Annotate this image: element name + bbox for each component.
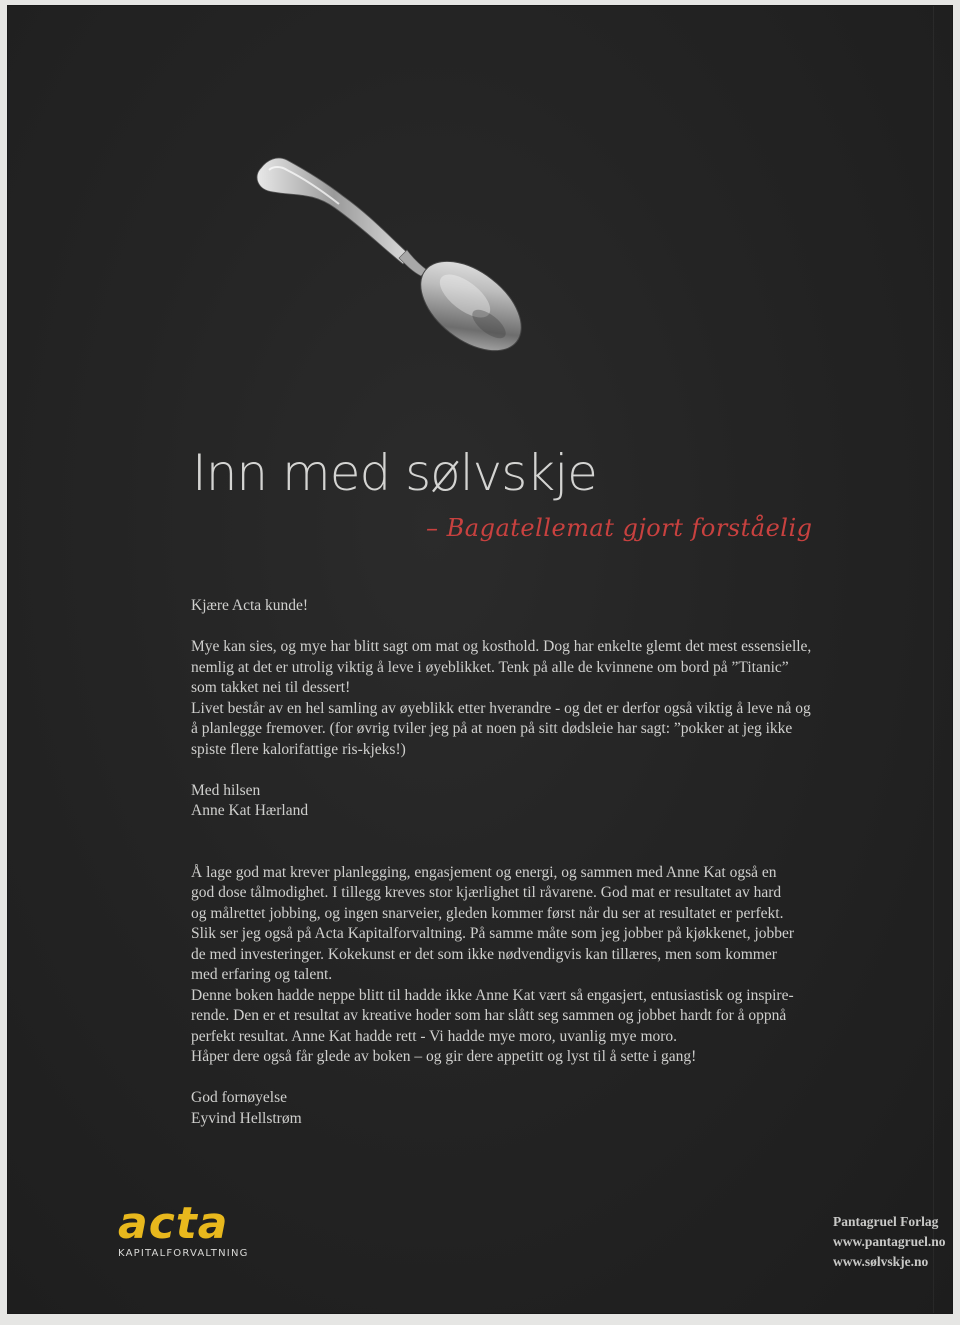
letter1-line: Mye kan sies, og mye har blitt sagt om mat og kosthold. Dog har enkelte glemt det mest essensielle, xyxy=(191,638,812,655)
letter2-line: Håper dere også får glede av boken – og gir dere appetitt og lyst til å sette i gang! xyxy=(191,1048,697,1065)
publisher-info xyxy=(833,1212,946,1272)
acta-logo xyxy=(118,1198,288,1259)
letter1-line: Livet består av en hel samling av øyeblikk etter hverandre - og det er derfor også viktig å leve nå og xyxy=(191,699,811,717)
letter1-line: som takket nei til dessert! xyxy=(191,679,351,696)
letter1-greeting: Kjære Acta kunde! xyxy=(191,597,309,614)
letter2-line: med erfaring og talent. xyxy=(191,966,333,983)
book-back-cover xyxy=(8,6,952,1313)
acta-logo-tagline: KAPITALFORVALTNING xyxy=(118,1248,249,1259)
letter2-body xyxy=(191,863,891,1068)
letter1-line: nemlig at det er utrolig viktig å leve i øyeblikket. Tenk på alle de kvinnene om bord på ”Titanic” xyxy=(191,658,789,676)
letter2-line: god dose tålmodighet. I tillegg kreves stor kjærlighet til råvarene. God mat er resultatet av hard xyxy=(191,884,782,901)
publisher-url: www.pantagruel.no xyxy=(833,1234,946,1249)
letters-text xyxy=(191,596,891,1129)
letter2-line: og målrettet jobbing, og ingen snarveier, gleden kommer først når du ser at resultatet er perfekt. xyxy=(191,904,784,922)
acta-logo-wordmark: acta xyxy=(118,1198,229,1249)
letter2-line: rende. Den er et resultat av kreative hoder som har slått seg sammen og jobbet hardt for å oppnå xyxy=(191,1007,787,1024)
letter2-line: Å lage god mat krever planlegging, engasjement og energi, og sammen med Anne Kat også en xyxy=(191,863,777,881)
book-title: Inn med sølvskje xyxy=(192,444,597,502)
book-url: www.sølvskje.no xyxy=(833,1254,929,1269)
book-subtitle: – Bagatellemat gjort forståelig xyxy=(426,514,813,542)
letter1-line: å planlegge fremover. (for øvrig tviler jeg på at noen på sitt dødsleie har sagt: ”pokker at jeg ikke xyxy=(191,720,793,737)
silver-spoon-illustration xyxy=(243,146,543,356)
publisher-name: Pantagruel Forlag xyxy=(833,1214,939,1229)
cover-edge-line xyxy=(933,6,934,1313)
letter2-closing: God fornøyelse xyxy=(191,1089,287,1106)
letter2-line: perfekt resultat. Anne Kat hadde rett - Vi hadde mye moro, uvanlig mye moro. xyxy=(191,1027,678,1045)
letter1-line: spiste flere kalorifattige ris-kjeks!) xyxy=(191,740,406,758)
letter2-line: Denne boken hadde neppe blitt til hadde ikke Anne Kat vært så engasjert, entusiastisk og inspire- xyxy=(191,986,794,1004)
letter1-closing: Med hilsen xyxy=(191,781,261,799)
letter2-line: Slik ser jeg også på Acta Kapitalforvaltning. På samme måte som jeg jobber på kjøkkenet, jobber xyxy=(191,925,795,942)
letter2-signature: Eyvind Hellstrøm xyxy=(191,1109,302,1127)
letter2-line: de med investeringer. Kokekunst er det som ikke nødvendigvis kan tillæres, men som kommer xyxy=(191,945,777,963)
letter1-signature: Anne Kat Hærland xyxy=(191,802,309,819)
letter1-body xyxy=(191,637,891,760)
